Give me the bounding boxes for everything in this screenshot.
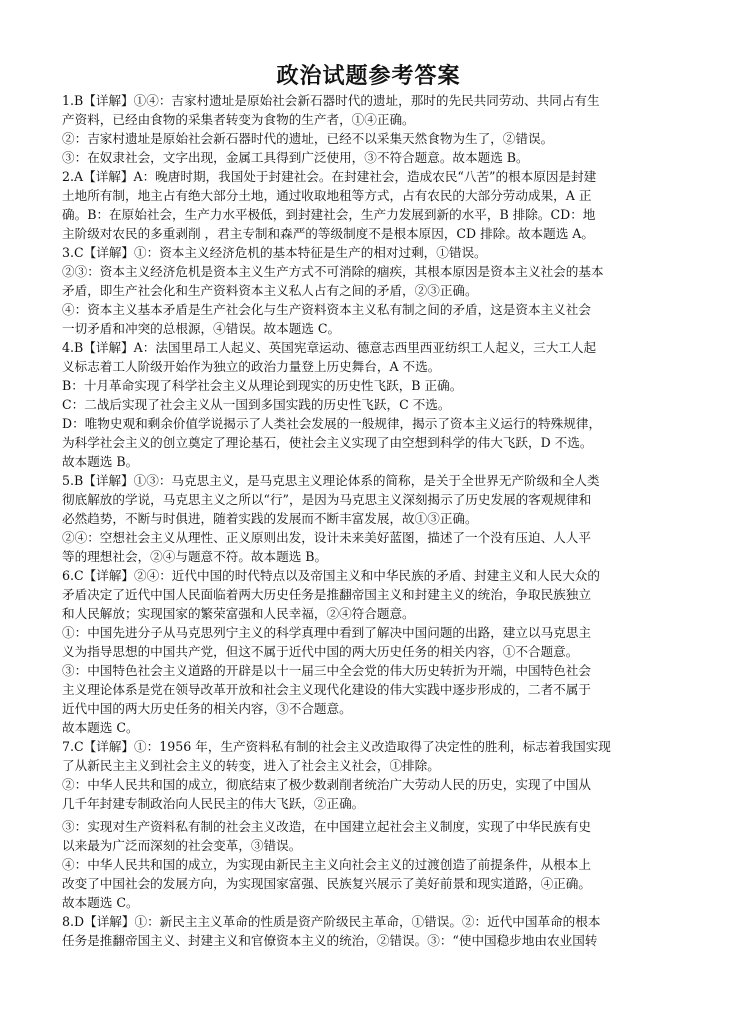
text-line: 义标志着工人阶级开始作为独立的政治力量登上历史舞台，A 不选。	[62, 359, 441, 374]
text-line: 4.B【详解】A：法国里昂工人起义、英国宪章运动、德意志西里西亚纺织工人起义，三大工人起	[62, 340, 597, 355]
text-line: 5.B【详解】①③：马克思主义，是马克思主义理论体系的简称，是关于全世界无产阶级和全人类	[62, 473, 600, 488]
text-line: 必然趋势，不断与时俱进，随着实践的发展而不断丰富发展，故①③正确。	[62, 511, 478, 526]
text-line: 彻底解放的学说，马克思主义之所以“行”，是因为马克思主义深刻揭示了历史发展的客观规律和	[62, 492, 592, 507]
text-line: 故本题选 C。	[62, 895, 139, 910]
text-line: 任务是推翻帝国主义、封建主义和官僚资本主义的统治，②错误。③：“使中国稳步地由农业国转	[62, 933, 598, 948]
text-line: 1.B【详解】①④：吉家村遗址是原始社会新石器时代的遗址，那时的先民共同劳动、共同占有生	[62, 93, 600, 108]
text-line: 故本题选 C。	[62, 720, 139, 735]
text-line: 3.C【详解】①：资本主义经济危机的基本特征是生产的相对过剩，①错误。	[62, 245, 487, 260]
text-line: ②：吉家村遗址是原始社会新石器时代的遗址，已经不以采集天然食物为生了，②错误。	[62, 131, 554, 146]
text-line: 主义理论体系是党在领导改革开放和社会主义现代化建设的伟大实践中逐步形成的，二者不属于	[62, 682, 591, 697]
text-line: 等的理想社会，②④与题意不符。故本题选 B。	[62, 549, 328, 564]
text-line: B：十月革命实现了科学社会主义从理论到现实的历史性飞跃，B 正确。	[62, 378, 463, 393]
text-line: ②：中华人民共和国的成立，彻底结束了极少数剥削者统治广大劳动人民的历史，实现了中国从	[62, 777, 591, 792]
text-line: ④：资本主义基本矛盾是生产社会化与生产资料资本主义私有制之间的矛盾，这是资本主义社会	[62, 302, 591, 317]
text-line: 为科学社会主义的创立奠定了理论基石，使社会主义实现了由空想到科学的伟大飞跃，D 不选。	[62, 435, 593, 450]
text-line: ③：中国特色社会主义道路的开辟是以十一届三中全会党的伟大历史转折为开端，中国特色社会	[62, 663, 591, 678]
text-line: 故本题选 B。	[62, 454, 139, 469]
text-line: ②③：资本主义经济危机是资本主义生产方式不可消除的痼疾，其根本原因是资本主义社会的基本	[62, 264, 604, 279]
text-line: C：二战后实现了社会主义从一国到多国实践的历史性飞跃，C 不选。	[62, 397, 451, 412]
text-line: 一切矛盾和冲突的总根源，④错误。故本题选 C。	[62, 321, 341, 336]
text-line: D：唯物史观和剩余价值学说揭示了人类社会发展的一般规律，揭示了资本主义运行的特殊规律，	[62, 416, 602, 431]
text-line: 8.D【详解】①：新民主主义革命的性质是资产阶级民主革命，①错误。②：近代中国革命的根本	[62, 914, 601, 929]
text-line: 几千年封建专制政治向人民民主的伟大飞跃，②正确。	[62, 796, 365, 811]
text-line: 6.C【详解】②④：近代中国的时代特点以及帝国主义和中华民族的矛盾、封建主义和人民大众的	[62, 568, 600, 583]
text-line: ③：实现对生产资料私有制的社会主义改造，在中国建立起社会主义制度，实现了中华民族有史	[62, 819, 591, 834]
text-line: ③：在奴隶社会，文字出现，金属工具得到广泛使用，③不符合题意。故本题选 B。	[62, 150, 529, 165]
text-line: 2.A【详解】A：晚唐时期，我国处于封建社会。在封建社会，造成农民“八苦”的根本原因是封建	[62, 169, 597, 184]
text-line: 和人民解放；实现国家的繁荣富强和人民幸福，②④符合题意。	[62, 606, 415, 621]
text-line: 以来最为广泛而深刻的社会变革，③错误。	[62, 838, 302, 853]
text-line: 近代中国的两大历史任务的相关内容，③不合题意。	[62, 701, 352, 716]
text-line: 矛盾决定了近代中国人民面临着两大历史任务是推翻帝国主义和封建主义的统治，争取民族独立	[62, 587, 591, 602]
text-line: ①：中国先进分子从马克思列宁主义的科学真理中看到了解决中国问题的出路，建立以马克思主	[62, 625, 591, 640]
text-line: ④：中华人民共和国的成立，为实现由新民主主义向社会主义的过渡创造了前提条件，从根本上	[62, 857, 591, 872]
text-line: 矛盾，即生产社会化和生产资料资本主义私人占有之间的矛盾，②③正确。	[62, 283, 478, 298]
text-line: 改变了中国社会的发展方向，为实现国家富强、民族复兴展示了美好前景和现实道路，④正确。	[62, 876, 591, 891]
text-line: ②④：空想社会主义从理性、正义原则出发，设计未来美好蓝图，描述了一个没有压迫、人人平	[62, 530, 591, 545]
text-line: 确。B：在原始社会，生产力水平极低，到封建社会，生产力发展到新的水平，B 排除。CD：地	[62, 207, 596, 222]
text-line: 产资料，已经由食物的采集者转变为食物的生产者，①④正确。	[62, 112, 415, 127]
text-line: 了从新民主主义到社会主义的转变，进入了社会主义社会，①排除。	[62, 758, 440, 773]
page-title: 政治试题参考答案	[276, 64, 461, 89]
text-line: 主阶级对农民的多重剥削 ，君主专制和森严的等级制度不是根本原因，CD 排除。故本题选 A。	[62, 226, 594, 241]
text-line: 土地所有制，地主占有绝大部分土地，通过收取地租等方式，占有农民的大部分劳动成果，A 正	[62, 188, 592, 203]
text-line: 7.C【详解】①：1956 年，生产资料私有制的社会主义改造取得了决定性的胜利，标志着我国实现	[62, 739, 611, 754]
text-line: 义为指导思想的中国共产党，但这不属于近代中国的两大历史任务的相关内容，①不合题意。	[62, 644, 579, 659]
